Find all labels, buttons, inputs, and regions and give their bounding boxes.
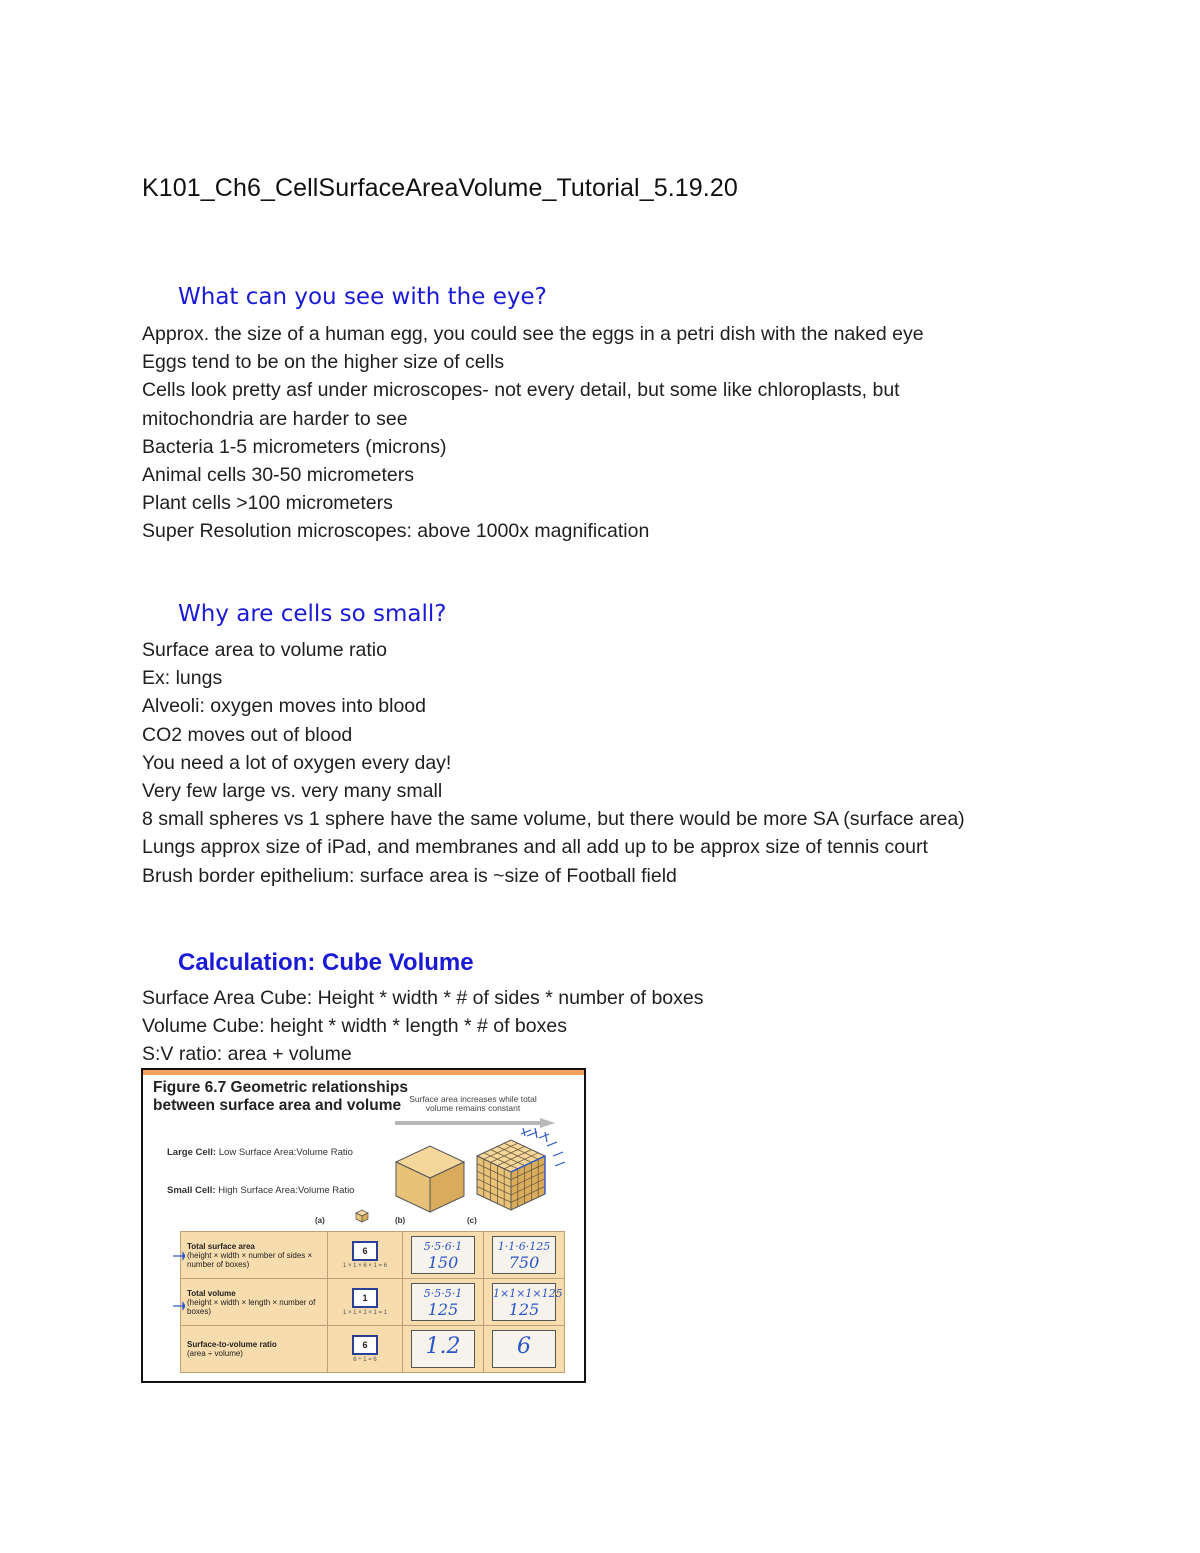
section-2-body [142,636,965,890]
handwritten-expression: 1×1×1×125 [493,1287,563,1300]
text-line: S:V ratio: area + volume [142,1043,352,1066]
text-line: Lungs approx size of iPad, and membranes and all add up to be approx size of tennis court [142,836,928,859]
figure-accent-bar [143,1070,584,1075]
handwritten-box [411,1283,475,1321]
text-line: Very few large vs. very many small [142,780,443,803]
heading-see-with-eye: What can you see with the eye? [178,284,547,310]
handwritten-expression: 1·1·6·125 [497,1240,551,1253]
text-line: Cells look pretty asf under microscopes- not every detail, but some like chloroplasts, but [142,379,900,402]
text-line: Ex: lungs [142,667,223,690]
small-cell-prefix: Small Cell: [167,1185,216,1196]
figure-6-7 [141,1068,586,1383]
row-detail: (height × width × length × number of boxes) [187,1297,316,1316]
row-title: Surface-to-volume ratio [187,1340,277,1349]
text-line: CO2 moves out of blood [142,723,353,746]
text-line: 8 small spheres vs 1 sphere have the same volume, but there would be more SA (surface area) [142,808,965,831]
text-line: Approx. the size of a human egg, you could see the eggs in a petri dish with the naked eye [142,323,924,345]
table-row [181,1232,565,1279]
handwritten-result: 125 [427,1300,459,1319]
text-line: Brush border epithelium: surface area is ~size of Football field [142,864,677,887]
handwritten-box [411,1330,475,1368]
text-line: Super Resolution microscopes: above 1000x magnification [142,520,650,543]
heading-cube-volume: Calculation: Cube Volume [178,949,474,976]
value-cell-c [484,1326,565,1373]
handwritten-result: 125 [508,1300,540,1319]
face-box-icon: 1 [352,1288,378,1308]
figure-title: Figure 6.7 Geometric relationships between surface area and volume [153,1079,408,1114]
handwritten-result: 150 [427,1253,459,1272]
handwritten-expression: 5·5·5·1 [423,1287,463,1300]
handwritten-expression: 5·5·6·1 [423,1240,463,1253]
text-line: You need a lot of oxygen every day! [142,751,452,774]
text-line: Surface Area Cube: Height * width * # of sides * number of boxes [142,987,704,1009]
row-detail: (height × width × number of sides × number of boxes) [187,1250,313,1269]
row-icon-cell [328,1232,403,1279]
row-detail: (area ÷ volume) [187,1349,243,1358]
handwritten-box [492,1330,556,1368]
text-line: Plant cells >100 micrometers [142,492,393,515]
handwritten-result: 750 [508,1253,540,1272]
document-title: K101_Ch6_CellSurfaceAreaVolume_Tutorial_5.19.20 [142,174,738,202]
row-title: Total surface area [187,1241,255,1251]
icon-caption: 1 × 1 × 6 × 1 = 6 [342,1263,388,1269]
value-cell-c [484,1232,565,1279]
text-line: Volume Cube: height * width * length * # of boxes [142,1015,567,1038]
figure-note: Surface area increases while total volume remains constant [409,1094,537,1113]
value-cell-c [484,1279,565,1326]
text-line: Alveoli: oxygen moves into blood [142,695,426,718]
section-3-body [142,984,703,1069]
small-cell-text: High Surface Area:Volume Ratio [218,1185,355,1196]
pointer-arrows-icon [171,1248,185,1338]
text-line: Bacteria 1-5 micrometers (microns) [142,435,447,458]
column-b-label: (b) [395,1216,406,1225]
handwritten-marks-icon [519,1126,569,1176]
section-1-body [142,320,924,546]
small-cell-label [167,1185,354,1196]
row-icon-cell [328,1326,403,1373]
text-line: Animal cells 30-50 micrometers [142,464,415,487]
icon-caption: 6 ÷ 1 = 6 [353,1357,377,1363]
handwritten-box [492,1283,563,1321]
row-icon-cell [328,1279,403,1326]
large-cell-label [167,1147,353,1158]
face-box-icon: 6 [352,1241,378,1261]
tiny-cube-icon [355,1209,369,1223]
row-label-volume [181,1279,328,1326]
handwritten-result: 1.2 [425,1334,461,1359]
column-a-label: (a) [315,1216,325,1225]
handwritten-box [492,1236,556,1274]
handwritten-result: 6 [517,1334,531,1359]
surface-volume-table [180,1231,565,1373]
heading-why-small: Why are cells so small? [178,601,447,627]
handwritten-box [411,1236,475,1274]
row-label-ratio [181,1326,328,1373]
row-label-surface-area [181,1232,328,1279]
icon-caption: 1 × 1 × 1 × 1 = 1 [342,1310,388,1316]
large-cube-icon [390,1142,470,1214]
column-c-label: (c) [467,1216,477,1225]
face-box-icon: 6 [352,1335,378,1355]
large-cell-prefix: Large Cell: [167,1147,217,1158]
text-line: Surface area to volume ratio [142,639,387,661]
value-cell-b [403,1326,484,1373]
text-line: mitochondria are harder to see [142,407,408,430]
large-cell-text: Low Surface Area:Volume Ratio [218,1147,353,1158]
value-cell-b [403,1232,484,1279]
row-title: Total volume [187,1288,236,1298]
text-line: Eggs tend to be on the higher size of cells [142,351,505,374]
table-row [181,1326,565,1373]
table-row [181,1279,565,1326]
value-cell-b [403,1279,484,1326]
